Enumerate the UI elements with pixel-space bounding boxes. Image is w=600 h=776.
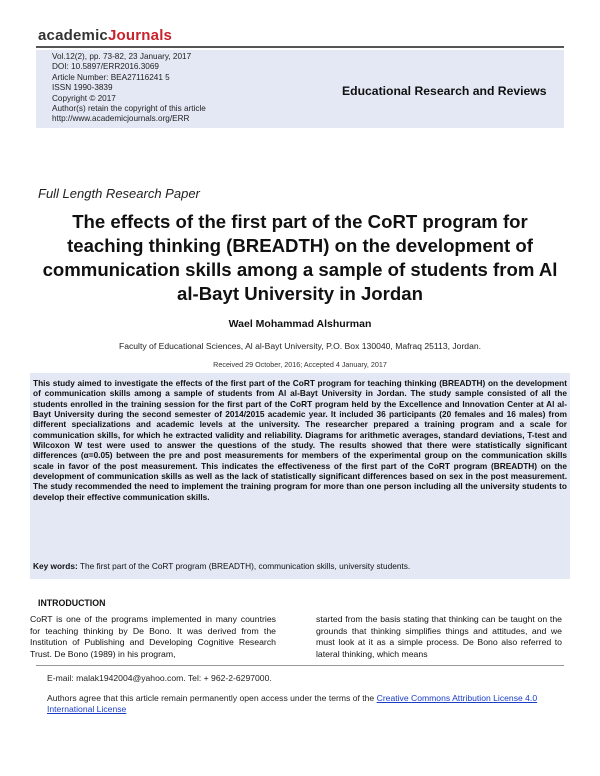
paper-title: The effects of the first part of the CoRT program for teaching thinking (BREADTH) on the development of communication skills among a sample of students from Al al-Bayt University in Jordan <box>42 211 558 304</box>
header-rule <box>36 46 564 48</box>
introduction-heading: INTRODUCTION <box>38 598 106 608</box>
intro-column-left: CoRT is one of the programs implemented in many countries for teaching thinking by De Bono. It was derived from the Institution of Publishing and Developing Cognitive Research Trust. De Bono (1989) in his program, <box>30 614 276 659</box>
keywords-list: The first part of the CoRT program (BREADTH), communication skills, university students. <box>79 561 411 571</box>
license-notice <box>47 693 567 716</box>
keywords <box>33 561 567 571</box>
abstract-text: This study aimed to investigate the effects of the first part of the CoRT program for teaching thinking (BREADTH) on the development of communication skills among a sample of students from Al al-Bayt University in Jordan. The study sample consisted of all the students enrolled in the training session for the first part of the CoRT program held by the Excellence and Innovation Center at Al al-Bayt University during the second semester of 2014/2015 academic year. It included 36 participants (20 females and 16 males) from different specializations and academic levels at the university. The researcher prepared a training program and a scale for communication skills, for which he extracted validity and reliability. Diagrams for arithmetic averages, standard deviations, T-test and Wilcoxon W test were used to answer the questions of the study. The results showed that there were statistically significant differences (α=0.05) between the pre and post measurements for members of the experimental group on the communication skills scale in favor of the post measurement. This indicates the effectiveness of the first part of the CoRT program (BREADTH) on the development of communication skills as well as the lack of statistically significant differences based on sex in the post measurement. The study recommended the need to implement the training program for more than one person including all the university students to develop their effective communication skills. <box>33 378 567 502</box>
meta-rights: Author(s) retain the copyright of this article <box>52 104 206 114</box>
license-link[interactable]: Creative Commons Attribution License 4.0 International License <box>47 693 538 715</box>
meta-copyright: Copyright © 2017 <box>52 93 116 103</box>
journal-name: Educational Research and Reviews <box>342 84 547 98</box>
author-name: Wael Mohammad Alshurman <box>228 318 372 330</box>
intro-column-right: started from the basis stating that thinking can be taught on the grounds that thinking simplifies things and attitudes, and we must look at it as a simple process. De Bono also referred to lateral thinking, which means <box>316 614 562 659</box>
logo-text-academic: academic <box>38 27 108 44</box>
meta-article-number: Article Number: BEA27116241 5 <box>52 72 170 82</box>
author-affiliation: Faculty of Educational Sciences, Al al-Bayt University, P.O. Box 130040, Mafraq 25113, Jordan. <box>118 341 482 351</box>
meta-doi[interactable]: DOI: 10.5897/ERR2016.3069 <box>52 62 159 72</box>
journal-logo <box>38 27 172 44</box>
received-accepted-dates: Received 29 October, 2016; Accepted 4 January, 2017 <box>213 360 387 369</box>
logo-text-journals: Journals <box>107 27 173 44</box>
meta-issn: ISSN 1990-3839 <box>52 83 113 93</box>
paper-type: Full Length Research Paper <box>38 186 200 201</box>
keywords-label: Key words: <box>33 561 78 571</box>
license-text: Authors agree that this article remain permanently open access under the terms of the <box>47 693 377 703</box>
corresponding-email: E-mail: malak1942004@yahoo.com. Tel: + 962-2-6297000. <box>47 673 272 683</box>
meta-url[interactable]: http://www.academicjournals.org/ERR <box>52 114 190 124</box>
article-meta <box>52 52 206 125</box>
footnote-rule <box>36 665 564 666</box>
meta-volume: Vol.12(2), pp. 73-82, 23 January, 2017 <box>52 52 192 61</box>
